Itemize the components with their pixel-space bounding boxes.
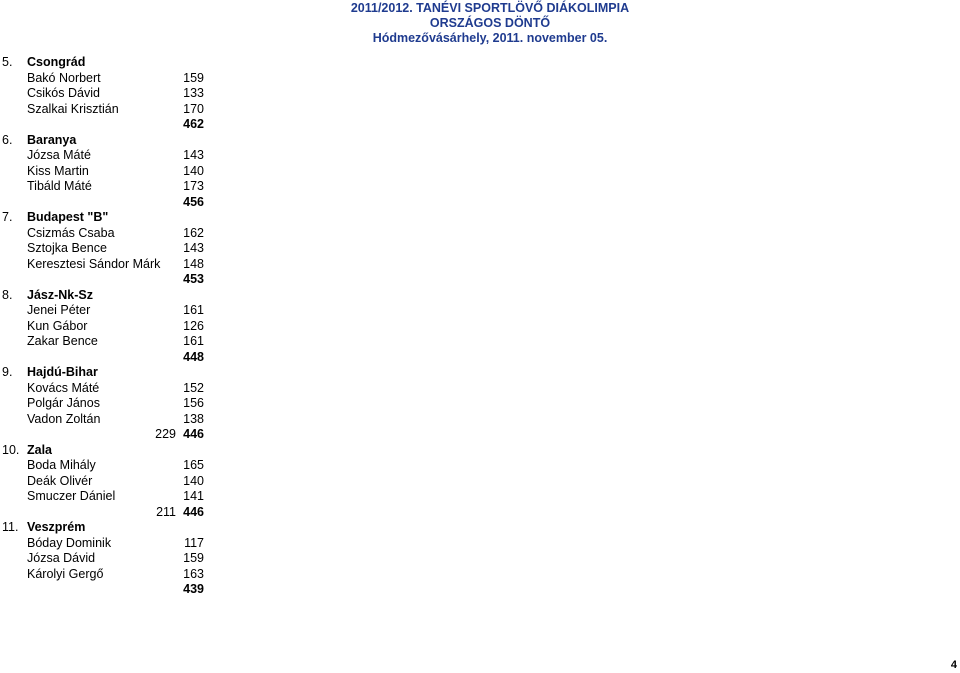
competition-location-date: Hódmezővásárhely, 2011. november 05. xyxy=(372,31,608,45)
team-total-row xyxy=(0,272,220,288)
shooter-row xyxy=(0,396,220,412)
shooter-score: 163 xyxy=(183,566,204,581)
shooter-name: Jenei Péter xyxy=(27,303,91,317)
shooter-row xyxy=(0,71,220,87)
team-total: 446 xyxy=(183,427,204,441)
shooter-row xyxy=(0,536,220,552)
team-header-row xyxy=(0,55,220,71)
shooter-name: Deák Olivér xyxy=(27,473,93,488)
team-total: 439 xyxy=(183,582,204,596)
shooter-name: Kiss Martin xyxy=(27,163,89,178)
shooter-row xyxy=(0,489,220,505)
team-subtotal: 229 xyxy=(155,427,176,441)
shooter-name: Keresztesi Sándor Márk xyxy=(27,256,161,271)
team-total: 446 xyxy=(183,504,204,519)
shooter-name: Csizmás Csaba xyxy=(27,225,115,240)
shooter-score: 170 xyxy=(183,101,204,116)
shooter-score: 173 xyxy=(183,179,204,193)
shooter-name: Józsa Dávid xyxy=(27,551,96,565)
shooter-score: 148 xyxy=(183,256,204,271)
team-rank: 9. xyxy=(2,365,13,379)
competition-title: 2011/2012. TANÉVI SPORTLÖVŐ DIÁKOLIMPIA xyxy=(350,1,630,15)
competition-subtitle: ORSZÁGOS DÖNTŐ xyxy=(429,16,551,30)
shooter-row xyxy=(0,226,220,242)
shooter-row xyxy=(0,551,220,567)
shooter-name: Tibáld Máté xyxy=(27,179,92,193)
shooter-score: 126 xyxy=(183,318,204,333)
shooter-score: 140 xyxy=(183,473,204,488)
shooter-row xyxy=(0,412,220,428)
team-total-row xyxy=(0,505,220,521)
team-total-row xyxy=(0,582,220,598)
team-total-row xyxy=(0,195,220,211)
shooter-row xyxy=(0,381,220,397)
team-name: Veszprém xyxy=(27,520,86,534)
shooter-name: Boda Mihály xyxy=(27,458,96,472)
shooter-name: Bóday Dominik xyxy=(27,535,112,550)
shooter-name: Józsa Máté xyxy=(27,148,91,162)
shooter-score: 165 xyxy=(183,458,204,472)
team-total: 453 xyxy=(183,272,204,286)
team-rank: 11. xyxy=(2,520,19,534)
shooter-score: 161 xyxy=(183,334,204,348)
team-name: Baranya xyxy=(27,132,77,147)
team-rank: 10. xyxy=(2,442,20,457)
shooter-name: Bakó Norbert xyxy=(27,70,101,85)
team-header-row xyxy=(0,520,220,536)
team-name: Zala xyxy=(27,442,53,457)
shooter-name: Csikós Dávid xyxy=(27,86,100,100)
shooter-name: Vadon Zoltán xyxy=(27,411,101,426)
shooter-row xyxy=(0,148,220,164)
shooter-score: 159 xyxy=(183,551,204,565)
page-number: 4 xyxy=(950,659,957,671)
team-rank: 5. xyxy=(2,55,13,69)
shooter-score: 133 xyxy=(183,86,204,100)
team-name: Budapest "B" xyxy=(27,210,109,224)
shooter-row xyxy=(0,179,220,195)
shooter-name: Szalkai Krisztián xyxy=(27,101,119,116)
shooter-name: Sztojka Bence xyxy=(27,241,107,255)
shooter-row xyxy=(0,458,220,474)
team-total-row xyxy=(0,117,220,133)
shooter-score: 138 xyxy=(183,411,204,426)
page-header xyxy=(300,1,680,46)
team-rank: 7. xyxy=(2,210,13,224)
shooter-row xyxy=(0,303,220,319)
shooter-score: 152 xyxy=(183,380,204,395)
shooter-score: 161 xyxy=(183,303,204,317)
shooter-row xyxy=(0,102,220,118)
shooter-name: Kun Gábor xyxy=(27,318,88,333)
team-name: Csongrád xyxy=(27,55,86,69)
team-total-row xyxy=(0,427,220,443)
team-header-row xyxy=(0,365,220,381)
team-header-row xyxy=(0,133,220,149)
team-total: 456 xyxy=(183,194,204,209)
team-results-list xyxy=(0,55,220,598)
team-name: Hajdú-Bihar xyxy=(27,365,98,379)
team-name: Jász-Nk-Sz xyxy=(27,287,93,302)
shooter-row xyxy=(0,334,220,350)
shooter-name: Zakar Bence xyxy=(27,334,98,348)
shooter-score: 140 xyxy=(183,163,204,178)
shooter-score: 143 xyxy=(183,241,204,255)
team-subtotal: 211 xyxy=(156,504,176,519)
team-total-row xyxy=(0,350,220,366)
shooter-score: 143 xyxy=(183,148,204,162)
shooter-score: 141 xyxy=(183,489,204,503)
shooter-name: Polgár János xyxy=(27,396,100,410)
shooter-row xyxy=(0,241,220,257)
shooter-row xyxy=(0,257,220,273)
shooter-score: 156 xyxy=(183,396,204,410)
shooter-row xyxy=(0,567,220,583)
team-rank: 6. xyxy=(2,132,13,147)
team-rank: 8. xyxy=(2,287,13,302)
shooter-score: 117 xyxy=(184,535,204,550)
shooter-row xyxy=(0,474,220,490)
team-header-row xyxy=(0,210,220,226)
shooter-row xyxy=(0,86,220,102)
shooter-name: Károlyi Gergő xyxy=(27,566,104,581)
shooter-row xyxy=(0,319,220,335)
team-header-row xyxy=(0,443,220,459)
team-header-row xyxy=(0,288,220,304)
shooter-row xyxy=(0,164,220,180)
shooter-name: Kovács Máté xyxy=(27,380,100,395)
team-total: 462 xyxy=(183,117,204,131)
team-total: 448 xyxy=(183,349,204,364)
shooter-name: Smuczer Dániel xyxy=(27,489,116,503)
shooter-score: 162 xyxy=(183,225,204,240)
shooter-score: 159 xyxy=(183,70,204,85)
